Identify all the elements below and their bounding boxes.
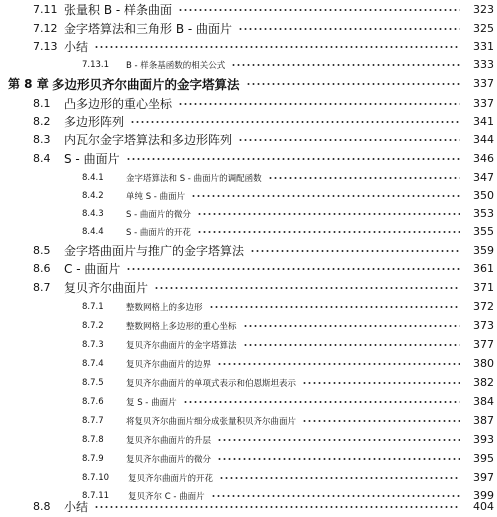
dot-leader [130,121,460,123]
toc-entry [0,258,497,279]
page-number: 347 [473,171,494,184]
subsection-title: 复贝齐尔 C - 曲面片 [128,491,205,502]
dot-leader [243,344,460,346]
subsection-number: 8.4.3 [82,208,104,219]
chapter-title: 多边形贝齐尔曲面片的金字塔算法 [52,76,240,92]
page-number: 404 [473,500,494,513]
section-number: 8.4 [33,152,51,165]
toc-entry [0,315,497,336]
page-number: 384 [473,395,494,408]
subsection-number: 8.7.3 [82,339,104,350]
dot-leader [209,306,460,308]
subsection-title: 复贝齐尔曲面片的边界 [126,359,212,370]
section-title: 金字塔曲面片与推广的金字塔算法 [64,244,245,258]
toc-entry [0,277,497,298]
section-number: 8.2 [33,115,51,128]
page-number: 361 [473,262,494,275]
dot-leader [178,103,460,105]
toc-entry [0,148,497,169]
subsection-number: 8.7.1 [82,301,104,312]
subsection-number: 8.7.4 [82,358,104,369]
dot-leader [178,9,460,11]
dot-leader [94,506,460,508]
page-number: 399 [473,489,494,502]
subsection-title: 复贝齐尔曲面片的开花 [128,473,214,484]
subsection-number: 8.7.5 [82,377,104,388]
toc-entry [0,54,497,75]
section-number: 8.5 [33,244,51,257]
dot-leader [126,158,460,160]
section-title: 张量积 B - 样条曲面 [64,3,173,17]
chapter-number: 第 8 章 [8,77,49,91]
dot-leader [217,458,460,460]
page-number: 337 [473,97,494,110]
subsection-number: 8.7.10 [82,472,110,483]
page-number: 387 [473,414,494,427]
dot-leader [219,477,460,479]
toc-entry [0,296,497,317]
toc-entry [0,334,497,355]
section-title: 金字塔算法和三角形 B - 曲面片 [64,22,233,36]
section-number: 8.3 [33,133,51,146]
section-title: 多边形阵列 [64,115,125,129]
page-number: 341 [473,115,494,128]
subsection-title: 金字塔算法和 S - 曲面片的调配函数 [126,173,262,184]
section-title: 小结 [64,40,89,54]
dot-leader [246,83,460,85]
dot-leader [238,139,460,141]
page-number: 380 [473,357,494,370]
subsection-title: 复贝齐尔曲面片的单项式表示和伯恩斯坦表示 [126,378,297,389]
section-title: 凸多边形的重心坐标 [64,97,173,111]
dot-leader [302,382,460,384]
subsection-title: 复贝齐尔曲面片的微分 [126,454,212,465]
dot-leader [197,213,460,215]
dot-leader [268,177,460,179]
dot-leader [191,195,460,197]
section-number: 8.8 [33,500,51,513]
page-number: 325 [473,22,494,35]
subsection-number: 8.4.2 [82,190,104,201]
toc-entry [0,221,497,242]
subsection-number: 8.4.1 [82,172,104,183]
subsection-number: 7.13.1 [82,59,110,70]
toc-entry [0,353,497,374]
dot-leader [217,363,460,365]
section-number: 7.13 [33,40,58,53]
subsection-title: 复贝齐尔曲面片的升层 [126,435,212,446]
subsection-title: 整数网格上多边形的重心坐标 [126,321,237,332]
page-number: 333 [473,58,494,71]
section-title: 内瓦尔金字塔算法和多边形阵列 [64,133,233,147]
page-number: 344 [473,133,494,146]
subsection-title: 将复贝齐尔曲面片细分成张量积贝齐尔曲面片 [126,416,297,427]
toc-entry [0,410,497,431]
page-number: 371 [473,281,494,294]
page-number: 359 [473,244,494,257]
toc-entry [0,391,497,412]
dot-leader [250,250,460,252]
section-number: 8.7 [33,281,51,294]
section-number: 7.11 [33,3,58,16]
page-number: 353 [473,207,494,220]
page-number: 355 [473,225,494,238]
page-number: 331 [473,40,494,53]
subsection-title: B - 样条基函数的相关公式 [126,60,226,71]
page-number: 346 [473,152,494,165]
subsection-number: 8.7.2 [82,320,104,331]
subsection-title: 整数网格上的多边形 [126,302,203,313]
subsection-title: 复贝齐尔曲面片的金字塔算法 [126,340,237,351]
section-title: S - 曲面片 [64,152,120,166]
subsection-number: 8.4.4 [82,226,104,237]
toc-entry [0,448,497,469]
section-number: 7.12 [33,22,58,35]
page-number: 337 [473,77,494,90]
page-number: 382 [473,376,494,389]
dot-leader [154,287,460,289]
page-number: 350 [473,189,494,202]
dot-leader [197,231,460,233]
subsection-number: 8.7.11 [82,490,110,501]
dot-leader [94,46,460,48]
subsection-title: 单纯 S - 曲面片 [126,191,186,202]
dot-leader [302,420,460,422]
section-title: 小结 [64,500,89,514]
toc-entry [0,372,497,393]
section-title: 复贝齐尔曲面片 [64,281,149,295]
toc-entry [0,0,497,20]
dot-leader [238,28,460,30]
page-number: 373 [473,319,494,332]
page-number: 323 [473,3,494,16]
subsection-title: S - 曲面片的开花 [126,227,191,238]
subsection-number: 8.7.9 [82,453,104,464]
section-title: C - 曲面片 [64,262,121,276]
page-number: 395 [473,452,494,465]
dot-leader [243,325,460,327]
toc-entry [0,429,497,450]
page-number: 397 [473,471,494,484]
toc-chapter-entry [0,73,497,94]
dot-leader [231,64,460,66]
section-number: 8.6 [33,262,51,275]
page-number: 377 [473,338,494,351]
dot-leader [217,439,460,441]
subsection-number: 8.7.6 [82,396,104,407]
dot-leader [183,401,460,403]
toc-entry [0,129,497,150]
page-number: 372 [473,300,494,313]
page-number: 393 [473,433,494,446]
dot-leader [126,268,460,270]
toc-entry [0,496,497,517]
section-number: 8.1 [33,97,51,110]
subsection-title: S - 曲面片的微分 [126,209,191,220]
subsection-number: 8.7.7 [82,415,104,426]
subsection-number: 8.7.8 [82,434,104,445]
subsection-title: 复 S - 曲面片 [126,397,177,408]
